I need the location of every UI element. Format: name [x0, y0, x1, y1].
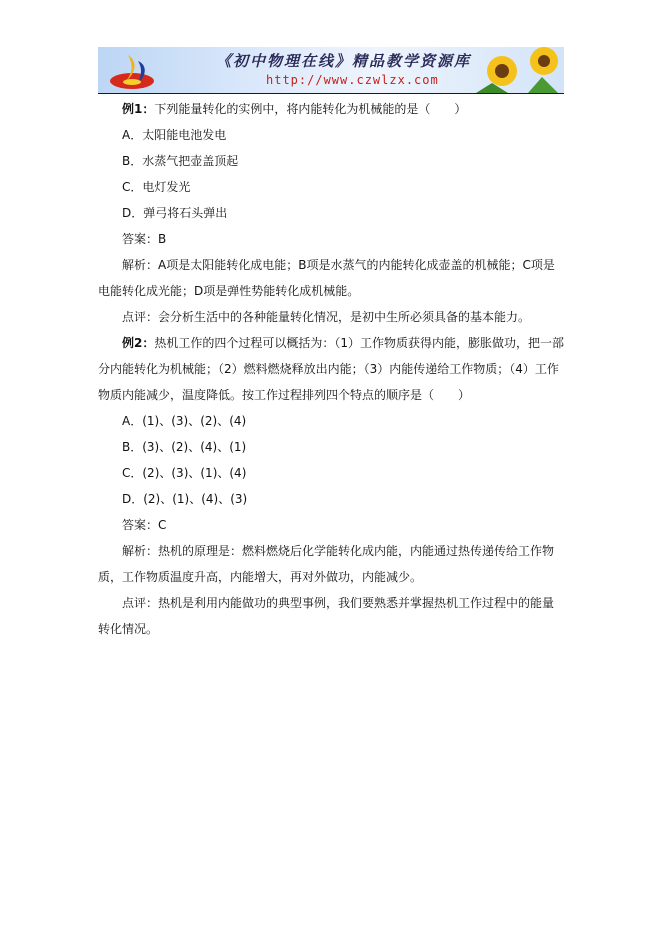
example2-option-d: D．(2)、(1)、(4)、(3)	[122, 492, 248, 506]
example2-option-c: C．(2)、(3)、(1)、(4)	[122, 466, 247, 480]
example2-comment: 点评：热机是利用内能做功的典型事例，我们要熟悉并掌握热机工作过程中的能量转化情况。	[98, 596, 555, 636]
example2-label: 例2：	[122, 336, 155, 350]
example2-option-a: A．(1)、(3)、(2)、(4)	[122, 414, 247, 428]
example2-option-b: B．(3)、(2)、(4)、(1)	[122, 440, 247, 454]
sunflower-icon	[472, 47, 564, 93]
header-banner	[98, 47, 564, 94]
banner-title: 《初中物理在线》精品教学资源库	[216, 52, 472, 70]
example1-question	[98, 96, 564, 122]
example1-answer: 答案：B	[122, 232, 167, 246]
document-body	[98, 96, 564, 642]
example1-option-d: D．弹弓将石头弹出	[122, 206, 228, 220]
example1-question-text: 下列能量转化的实例中，将内能转化为机械能的是（ ）	[154, 102, 467, 116]
banner-url: http://www.czwlzx.com	[266, 73, 439, 87]
example1-option-c: C．电灯发光	[122, 180, 191, 194]
example1-comment: 点评：会分析生活中的各种能量转化情况，是初中生所必须具备的基本能力。	[122, 310, 531, 324]
example1-label: 例1：	[122, 102, 155, 116]
example2-answer: 答案：C	[122, 518, 167, 532]
example2-question	[98, 330, 564, 408]
example1-option-b: B．水蒸气把壶盖顶起	[122, 154, 239, 168]
example2-question-text: 热机工作的四个过程可以概括为：（1）工作物质获得内能，膨胀做功，把一部分内能转化为机械能；（2）燃料燃烧释放出内能；（3）内能传递给工作物质；（4）工作物质内能减少，温度降低。按工作过程排列四个特点的顺序是（ ）	[98, 336, 564, 402]
site-logo-icon	[108, 51, 164, 91]
example1-option-a: A．太阳能电池发电	[122, 128, 227, 142]
example2-analysis: 解析：热机的原理是：燃料燃烧后化学能转化成内能，内能通过热传递传给工作物质，工作物质温度升高，内能增大，再对外做功，内能减少。	[98, 544, 555, 584]
example1-analysis: 解析：A项是太阳能转化成电能；B项是水蒸气的内能转化成壶盖的机械能；C项是电能转化成光能；D项是弹性势能转化成机械能。	[98, 258, 555, 298]
